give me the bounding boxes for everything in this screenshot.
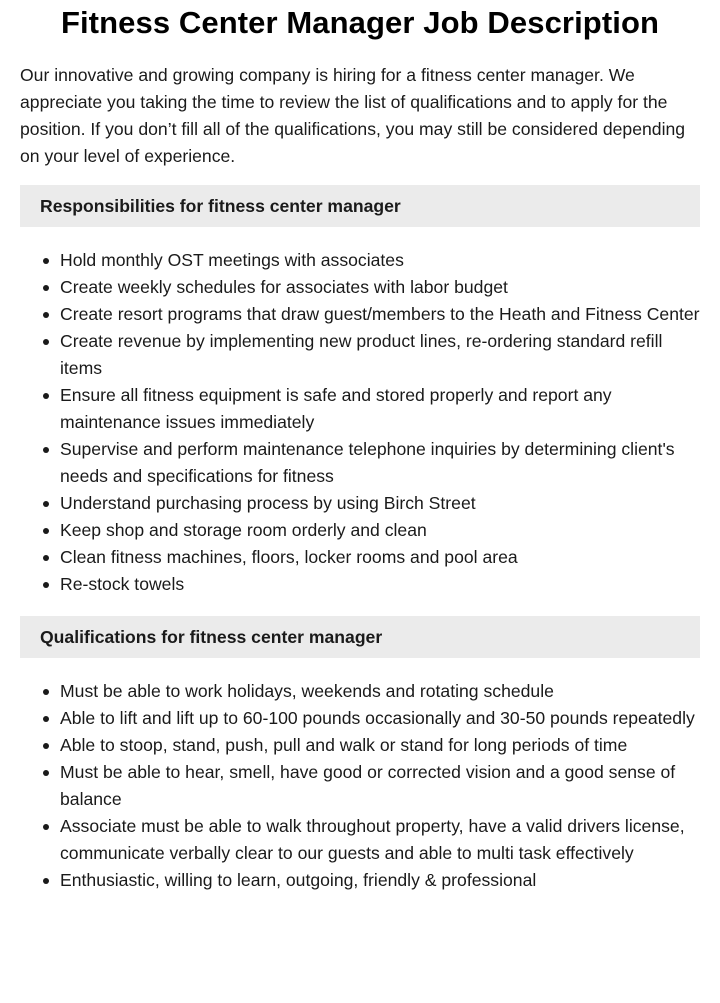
list-item-text: Must be able to hear, smell, have good or corrected vision and a good sense of balance (60, 762, 676, 809)
bullet-icon (43, 285, 49, 291)
qualifications-heading: Qualifications for fitness center manager (20, 616, 700, 658)
list-item (60, 382, 700, 436)
list-item (60, 436, 700, 490)
bullet-icon (43, 743, 49, 749)
bullet-icon (43, 689, 49, 695)
bullet-icon (43, 824, 49, 830)
list-item (60, 274, 700, 301)
list-item-text: Understand purchasing process by using Birch Street (60, 493, 476, 513)
list-item (60, 759, 700, 813)
list-item (60, 571, 700, 598)
list-item-text: Create weekly schedules for associates with labor budget (60, 277, 508, 297)
list-item-text: Supervise and perform maintenance telephone inquiries by determining client's needs and specifications for fitness (60, 439, 675, 486)
bullet-icon (43, 528, 49, 534)
bullet-icon (43, 393, 49, 399)
list-item (60, 813, 700, 867)
list-item (60, 705, 700, 732)
qualifications-list (20, 678, 700, 894)
list-item (60, 732, 700, 759)
list-item (60, 867, 700, 894)
list-item-text: Re-stock towels (60, 574, 185, 594)
list-item-text: Must be able to work holidays, weekends and rotating schedule (60, 681, 554, 701)
bullet-icon (43, 582, 49, 588)
list-item-text: Associate must be able to walk throughout property, have a valid drivers license, communicate verbally clear to our guests and able to multi task effectively (60, 816, 685, 863)
bullet-icon (43, 312, 49, 318)
list-item (60, 490, 700, 517)
intro-paragraph: Our innovative and growing company is hiring for a fitness center manager. We appreciate you taking the time to review the list of qualifications and to apply for the position. If you don’t fill all of the qualifications, you may still be considered depending on your level of experience. (20, 65, 686, 166)
bullet-icon (43, 770, 49, 776)
list-item-text: Hold monthly OST meetings with associates (60, 250, 404, 270)
list-item (60, 301, 700, 328)
list-item (60, 544, 700, 571)
bullet-icon (43, 258, 49, 264)
bullet-icon (43, 339, 49, 345)
list-item-text: Ensure all fitness equipment is safe and stored properly and report any maintenance issues immediately (60, 385, 612, 432)
bullet-icon (43, 555, 49, 561)
list-item-text: Create revenue by implementing new product lines, re-ordering standard refill items (60, 331, 663, 378)
bullet-icon (43, 716, 49, 722)
list-item-text: Able to stoop, stand, push, pull and walk or stand for long periods of time (60, 735, 628, 755)
list-item (60, 328, 700, 382)
list-item-text: Clean fitness machines, floors, locker rooms and pool area (60, 547, 518, 567)
bullet-icon (43, 501, 49, 507)
list-item (60, 678, 700, 705)
bullet-icon (43, 447, 49, 453)
responsibilities-heading: Responsibilities for fitness center manager (20, 185, 700, 227)
bullet-icon (43, 878, 49, 884)
list-item-text: Enthusiastic, willing to learn, outgoing, friendly & professional (60, 870, 537, 890)
page-title: Fitness Center Manager Job Description (60, 5, 660, 40)
list-item (60, 247, 700, 274)
list-item-text: Keep shop and storage room orderly and clean (60, 520, 427, 540)
list-item (60, 517, 700, 544)
responsibilities-list (20, 247, 700, 598)
list-item-text: Able to lift and lift up to 60-100 pounds occasionally and 30-50 pounds repeatedly (60, 708, 695, 728)
list-item-text: Create resort programs that draw guest/members to the Heath and Fitness Center (60, 304, 700, 324)
